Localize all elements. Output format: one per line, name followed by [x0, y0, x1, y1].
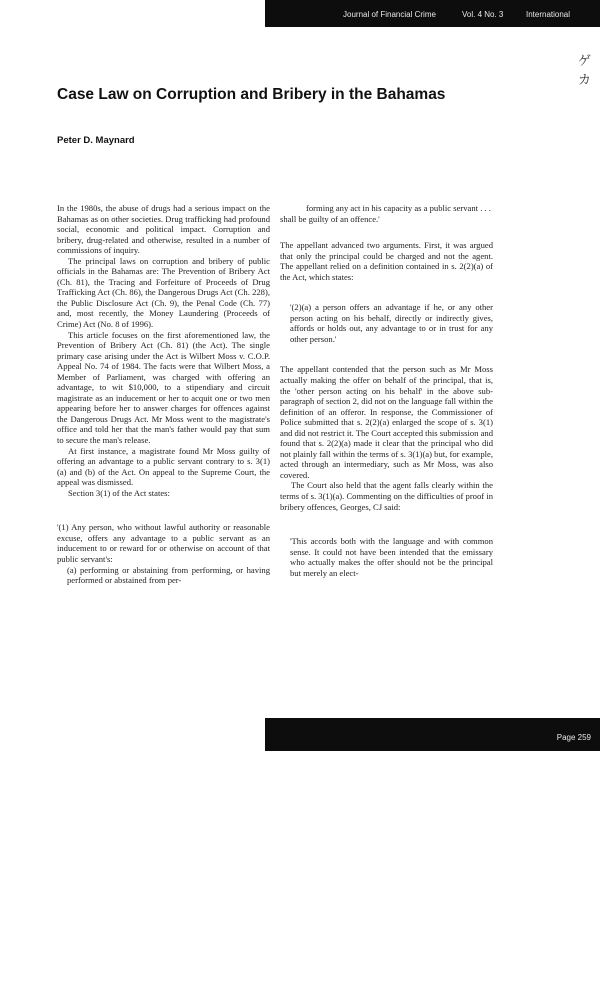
article-author: Peter D. Maynard [57, 135, 135, 146]
paragraph: The appellant contended that the person such as Mr Moss actually making the offer on behalf of the principal, that is, the 'other person acting on his behalf' in the above sub-paragraph of section 2, did not on the language fall within the definition of an offeror. In response, the Commissioner of Police submitted that s. 2(2)(a) enlarged the scope of s. 3(1) and did not restrict it. The Court accepted this submission and found that s. 2(2)(a) made it clear that the principal who did not plainly fall within the terms of s. 3(1)(a) but, for example, acted through an intermediary, such as Mr Moss, was also covered. [280, 364, 493, 480]
journal-section: International [526, 10, 571, 19]
journal-volume: Vol. 4 No. 3 [462, 10, 504, 19]
paragraph: The principal laws on corruption and bribery of public officials in the Bahamas are: The Prevention of Bribery Act (Ch. 81), the Tracing and Forfeiture of Proceeds of Drug Trafficking Act (Ch. 86), the Dangerous Drugs Act (Ch. 228), the Public Disclosure Act (Ch. 9), the Penal Code (Ch. 77) and, most recently, the Money Laundering (Proceeds of Crime) Act (No. 8 of 1996). [57, 255, 270, 330]
block-quote: '(1) Any person, who without lawful authority or reasonable excuse, offers any advantage to a public servant as an inducement to or reward for or otherwise on account of that public servant's: [57, 522, 270, 564]
page-number: Page 259 [556, 733, 591, 742]
journal-header-bar [265, 0, 600, 27]
block-quote: '(2)(a) a person offers an advantage if he, or any other person acting on his behalf, directly or indirectly gives, affords or holds out, any advantage to or in trust for any other person.' [290, 302, 493, 344]
left-column [57, 203, 270, 586]
paragraph: Section 3(1) of the Act states: [68, 487, 170, 498]
block-quote: 'This accords both with the language and with common sense. It could not have been intended that the emissary who actually makes the offer should not be the principal but merely an elect- [290, 536, 493, 578]
block-quote: (a) performing or abstaining from performing, or having performed or abstained from per- [67, 564, 270, 586]
paragraph: At first instance, a magistrate found Mr Moss guilty of offering an advantage to a public servant contrary to s. 3(1)(a) and (b) of the Act. On appeal to the Supreme Court, the appeal was dismissed. [57, 445, 270, 488]
page-footer-bar [265, 718, 600, 751]
journal-name: Journal of Financial Crime [343, 10, 436, 19]
paragraph: The Court also held that the agent falls clearly within the terms of s. 3(1)(a). Commenting on the difficulties of proof in bribery offences, Georges, CJ said: [280, 480, 493, 512]
paragraph: This article focuses on the first aforementioned law, the Prevention of Bribery Act (Ch. 81) (the Act). The single primary case arising under the Act is Wilbert Moss v. C.O.P. Appeal No. 74 of 1984. The facts were that Wilbert Moss, a Member of Parliament, was charged with offering an advantage, to wit $10,000, to a stipendiary and circuit magistrate as an inducement or her to acquit one or two men appearing before her to answer charges for offences against the Dangerous Drugs Act. Mr Moss went to the magistrate's office and told her that the man's father would pay that sum to secure the man's release. [57, 329, 270, 446]
block-quote: shall be guilty of an offence.' [280, 213, 380, 224]
right-column [280, 203, 493, 578]
block-quote: forming any act in his capacity as a public servant . . . [306, 203, 491, 213]
paragraph: In the 1980s, the abuse of drugs had a serious impact on the Bahamas as on other societies. Drug trafficking had profound social, economic and political impact. Corruption and bribery, drug-related and otherwise, resulted in a number of commissions of inquiry. [57, 203, 270, 256]
article-title: Case Law on Corruption and Bribery in the Bahamas [57, 86, 446, 103]
paragraph: The appellant advanced two arguments. First, it was argued that only the principal could be charged and not the agent. The appellant relied on a definition contained in s. 2(2)(a) of the Act, which states: [280, 240, 493, 282]
handwritten-corner-mark: ゲカ [578, 54, 592, 88]
